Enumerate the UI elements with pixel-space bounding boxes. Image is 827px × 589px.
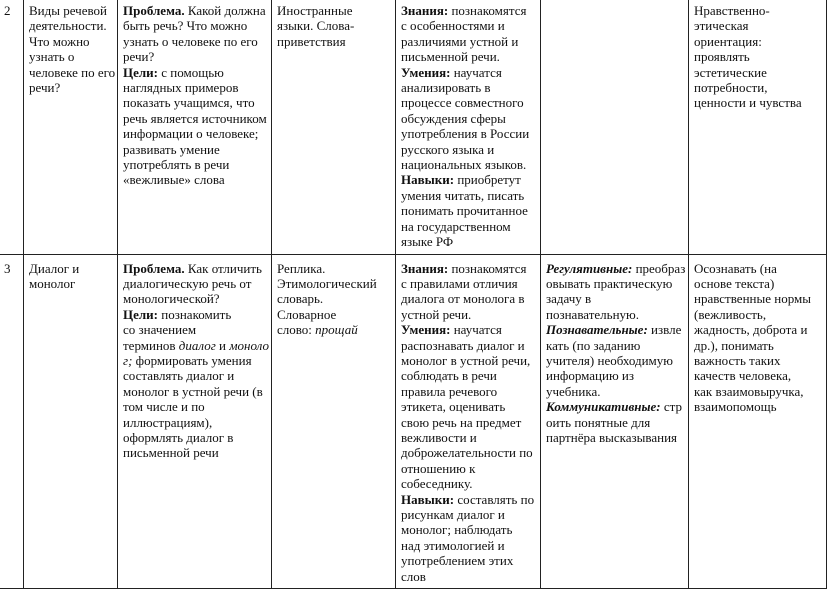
- text-line: [123, 126, 268, 141]
- text-line: [123, 157, 268, 172]
- text-line: [123, 322, 268, 337]
- text-run: этикета, оценивать: [401, 399, 506, 415]
- text-line: [401, 307, 537, 322]
- text-line: [401, 3, 537, 18]
- text-run: диалога от монолога в: [401, 291, 525, 307]
- text-line: жадность, доброта и: [694, 322, 808, 338]
- text-line: [277, 18, 392, 33]
- text-line: [123, 142, 268, 157]
- emphasis-run: г;: [123, 352, 133, 368]
- text-line: [277, 261, 392, 276]
- text-line: речи?: [29, 80, 61, 96]
- text-line: взаимопомощь: [694, 399, 777, 415]
- text-line: [401, 569, 537, 584]
- text-line: [277, 322, 392, 337]
- text-line: [546, 415, 685, 430]
- text-run: устной речи.: [401, 306, 472, 322]
- text-line: Диалог и: [29, 260, 80, 276]
- text-run: быть речь? Что можно: [123, 18, 248, 34]
- text-line: [123, 415, 268, 430]
- text-run: слов: [401, 568, 426, 584]
- text-run: монолог; наблюдать: [401, 522, 513, 538]
- text-line: [546, 276, 685, 291]
- text-line: [401, 492, 537, 507]
- terms-cell: [272, 254, 396, 589]
- text-line: как взаимовыручка,: [694, 383, 804, 399]
- text-line: [123, 445, 268, 460]
- text-line: узнать о: [29, 49, 75, 65]
- emphasis-run: Навыки:: [401, 172, 455, 188]
- text-line: [546, 430, 685, 445]
- text-line: [401, 522, 537, 537]
- text-line: [401, 95, 537, 110]
- text-run: познакомить: [158, 306, 232, 322]
- text-run: составлять по: [454, 491, 535, 507]
- text-run: Этимологический: [277, 275, 377, 291]
- text-run: доброжелательности по: [401, 445, 533, 461]
- text-line: [401, 415, 537, 430]
- text-run: умения читать, писать: [401, 187, 525, 203]
- text-line: [401, 507, 537, 522]
- meta-skills-cell: [541, 254, 689, 589]
- subject-results-cell: [396, 0, 541, 254]
- text-line: потребности,: [694, 80, 768, 96]
- text-line: этическая: [694, 18, 749, 34]
- text-line: (вежливость,: [694, 306, 767, 322]
- text-run: национальных языков.: [401, 157, 527, 173]
- text-line: [401, 18, 537, 33]
- text-line: [123, 95, 268, 110]
- subject-results-cell: [396, 254, 541, 589]
- text-line: [546, 384, 685, 399]
- text-run: Какой должна: [184, 3, 266, 18]
- text-run: монолог в устной речи,: [401, 352, 531, 368]
- text-run: письменной речи: [123, 445, 219, 461]
- text-line: [546, 307, 685, 322]
- emphasis-run: диалог: [178, 337, 216, 353]
- text-line: [123, 65, 268, 80]
- text-line: [123, 368, 268, 383]
- meta-skills-cell: [541, 0, 689, 254]
- text-run: анализировать в: [401, 80, 491, 96]
- emphasis-run: Проблема.: [123, 3, 185, 18]
- text-line: [546, 322, 685, 337]
- text-line: Виды речевой: [29, 3, 107, 18]
- text-run: процессе совместного: [401, 95, 524, 111]
- text-line: [123, 384, 268, 399]
- text-line: [546, 353, 685, 368]
- text-line: [123, 430, 268, 445]
- emphasis-run: Навыки:: [401, 491, 455, 507]
- text-run: вежливости и: [401, 429, 477, 445]
- emphasis-run: Знания:: [401, 3, 449, 18]
- text-run: преобраз: [632, 260, 686, 276]
- text-line: [401, 203, 537, 218]
- text-line: [123, 261, 268, 276]
- text-run: свою речь на предмет: [401, 414, 522, 430]
- text-line: [401, 368, 537, 383]
- text-line: [123, 172, 268, 187]
- text-line: [546, 368, 685, 383]
- problem-goals-cell: [118, 254, 272, 589]
- emphasis-run: Цели:: [123, 64, 158, 80]
- text-line: [401, 157, 537, 172]
- topic-cell: [24, 0, 118, 254]
- text-run: словарь.: [277, 291, 324, 307]
- text-line: [401, 430, 537, 445]
- text-line: [401, 172, 537, 187]
- text-line: [123, 3, 268, 18]
- text-line: [401, 322, 537, 337]
- text-run: развивать умение: [123, 141, 220, 157]
- text-run: употреблять в речи: [123, 157, 230, 173]
- terms-cell: [272, 0, 396, 254]
- text-run: над этимологией и: [401, 537, 505, 553]
- text-run: с особенностями и: [401, 18, 505, 34]
- text-line: [401, 111, 537, 126]
- table-row: [0, 254, 827, 589]
- text-run: информации о человеке;: [123, 126, 259, 142]
- text-line: [277, 34, 392, 49]
- text-run: речи?: [123, 49, 155, 65]
- text-run: терминов: [123, 337, 179, 353]
- text-line: [401, 291, 537, 306]
- text-line: [401, 353, 537, 368]
- lesson-number-cell: [0, 254, 24, 589]
- text-line: [401, 399, 537, 414]
- text-run: составлять диалог и: [123, 368, 235, 384]
- text-line: [277, 3, 392, 18]
- text-run: стр: [660, 399, 682, 415]
- text-run: овывать практическую: [546, 275, 673, 291]
- text-line: [123, 34, 268, 49]
- text-line: [123, 111, 268, 126]
- text-run: правила речевого: [401, 383, 498, 399]
- problem-goals-cell: [118, 0, 272, 254]
- text-run: отношению к: [401, 460, 476, 476]
- emphasis-run: Цели:: [123, 306, 158, 322]
- text-run: Как отличить: [184, 260, 262, 276]
- text-run: на государственном: [401, 218, 511, 234]
- text-run: узнать о человеке по его: [123, 33, 258, 49]
- text-run: «вежливые» слова: [123, 172, 225, 188]
- text-run: оформлять диалог в: [123, 429, 234, 445]
- text-line: [401, 384, 537, 399]
- text-line: [277, 276, 392, 291]
- text-run: употребления в России: [401, 126, 530, 142]
- lesson-number: 2: [4, 3, 11, 18]
- text-line: [401, 276, 537, 291]
- text-run: языки. Слова-: [277, 18, 355, 34]
- personal-results-cell: [689, 0, 827, 254]
- text-line: [401, 476, 537, 491]
- text-run: распознавать диалог и: [401, 337, 525, 353]
- text-run: задачу в: [546, 291, 592, 307]
- text-run: научатся: [450, 322, 502, 338]
- text-line: [546, 399, 685, 414]
- text-line: [401, 553, 537, 568]
- text-line: [401, 538, 537, 553]
- text-run: употреблением этих: [401, 553, 514, 569]
- text-line: [401, 461, 537, 476]
- text-run: учебника.: [546, 383, 601, 399]
- text-run: различиями устной и: [401, 33, 519, 49]
- text-run: письменной речи.: [401, 49, 500, 65]
- text-line: [401, 338, 537, 353]
- text-line: др.), понимать: [694, 337, 774, 353]
- text-run: учителя) необходимую: [546, 352, 673, 368]
- emphasis-run: прощай: [315, 322, 358, 338]
- text-run: приобретут: [454, 172, 521, 188]
- text-line: [123, 276, 268, 291]
- text-run: том числе и по: [123, 399, 205, 415]
- text-run: Реплика.: [277, 260, 326, 276]
- text-run: партнёра высказывания: [546, 429, 678, 445]
- topic-cell: [24, 254, 118, 589]
- text-line: [123, 399, 268, 414]
- emphasis-run: Регулятивные:: [546, 260, 633, 276]
- text-run: научатся: [450, 64, 502, 80]
- text-line: ориентация:: [694, 33, 762, 49]
- text-run: с помощью: [158, 64, 224, 80]
- text-line: важность таких: [694, 352, 781, 368]
- text-line: [401, 142, 537, 157]
- text-run: со значением: [123, 322, 197, 338]
- text-run: обсуждения сферы: [401, 110, 506, 126]
- text-run: информацию из: [546, 368, 635, 384]
- text-line: [123, 49, 268, 64]
- text-run: диалогическую речь от: [123, 275, 252, 291]
- emphasis-run: Умения:: [401, 322, 451, 338]
- text-run: приветствия: [277, 33, 346, 49]
- personal-results-cell: [689, 254, 827, 589]
- text-line: [401, 219, 537, 234]
- text-line: [123, 338, 268, 353]
- text-line: Осознавать (на: [694, 260, 777, 276]
- text-run: Иностранные: [277, 3, 353, 18]
- text-line: [546, 291, 685, 306]
- text-line: [401, 261, 537, 276]
- text-run: монолог в устной речи (в: [123, 383, 263, 399]
- text-line: [123, 291, 268, 306]
- text-run: и: [215, 337, 230, 353]
- text-line: основе текста): [694, 275, 775, 291]
- emphasis-run: Умения:: [401, 64, 451, 80]
- text-run: иллюстрациям),: [123, 414, 213, 430]
- text-run: формировать умения: [132, 352, 252, 368]
- text-line: [123, 80, 268, 95]
- text-run: языке РФ: [401, 234, 454, 250]
- text-run: понимать прочитанное: [401, 203, 528, 219]
- text-run: русского языка и: [401, 141, 495, 157]
- emphasis-run: Знания:: [401, 260, 449, 276]
- text-line: человеке по его: [29, 64, 116, 80]
- text-run: речь является источником: [123, 110, 267, 126]
- text-line: [277, 291, 392, 306]
- lesson-number: 3: [4, 260, 11, 276]
- text-line: эстетические: [694, 64, 767, 80]
- text-line: [123, 307, 268, 322]
- text-line: [123, 353, 268, 368]
- text-line: Нравственно-: [694, 3, 770, 18]
- text-line: [123, 18, 268, 33]
- text-line: качеств человека,: [694, 368, 792, 384]
- text-line: проявлять: [694, 49, 750, 65]
- text-run: Словарное: [277, 306, 337, 322]
- text-line: Что можно: [29, 33, 90, 49]
- text-line: [277, 307, 392, 322]
- text-run: наглядных примеров: [123, 80, 239, 96]
- text-run: познакомятся: [448, 260, 527, 276]
- text-line: монолог: [29, 275, 76, 291]
- text-line: [401, 234, 537, 249]
- text-line: [401, 49, 537, 64]
- text-line: [401, 34, 537, 49]
- emphasis-run: моноло: [229, 337, 269, 353]
- text-run: соблюдать в речи: [401, 368, 497, 384]
- text-run: с правилами отличия: [401, 275, 518, 291]
- text-line: нравственные нормы: [694, 291, 811, 307]
- text-run: собеседнику.: [401, 476, 473, 492]
- text-line: [401, 188, 537, 203]
- text-run: извле: [647, 322, 682, 338]
- table-row: [0, 0, 827, 254]
- text-line: [546, 338, 685, 353]
- text-run: оить понятные для: [546, 414, 651, 430]
- text-run: монологической?: [123, 291, 220, 307]
- emphasis-run: Проблема.: [123, 260, 185, 276]
- text-run: познавательную.: [546, 306, 640, 322]
- text-run: показать учащимся, что: [123, 95, 255, 111]
- text-line: [401, 445, 537, 460]
- text-line: [546, 261, 685, 276]
- text-line: ценности и чувства: [694, 95, 802, 111]
- text-line: деятельности.: [29, 18, 107, 34]
- text-line: [401, 80, 537, 95]
- text-run: слово:: [277, 322, 316, 338]
- emphasis-run: Коммуникативные:: [546, 399, 661, 415]
- text-run: кать (по заданию: [546, 337, 641, 353]
- text-line: [401, 126, 537, 141]
- text-run: рисункам диалог и: [401, 507, 505, 522]
- text-run: познакомятся: [448, 3, 527, 18]
- lesson-number-cell: [0, 0, 24, 254]
- emphasis-run: Познавательные:: [546, 322, 648, 338]
- text-line: [401, 65, 537, 80]
